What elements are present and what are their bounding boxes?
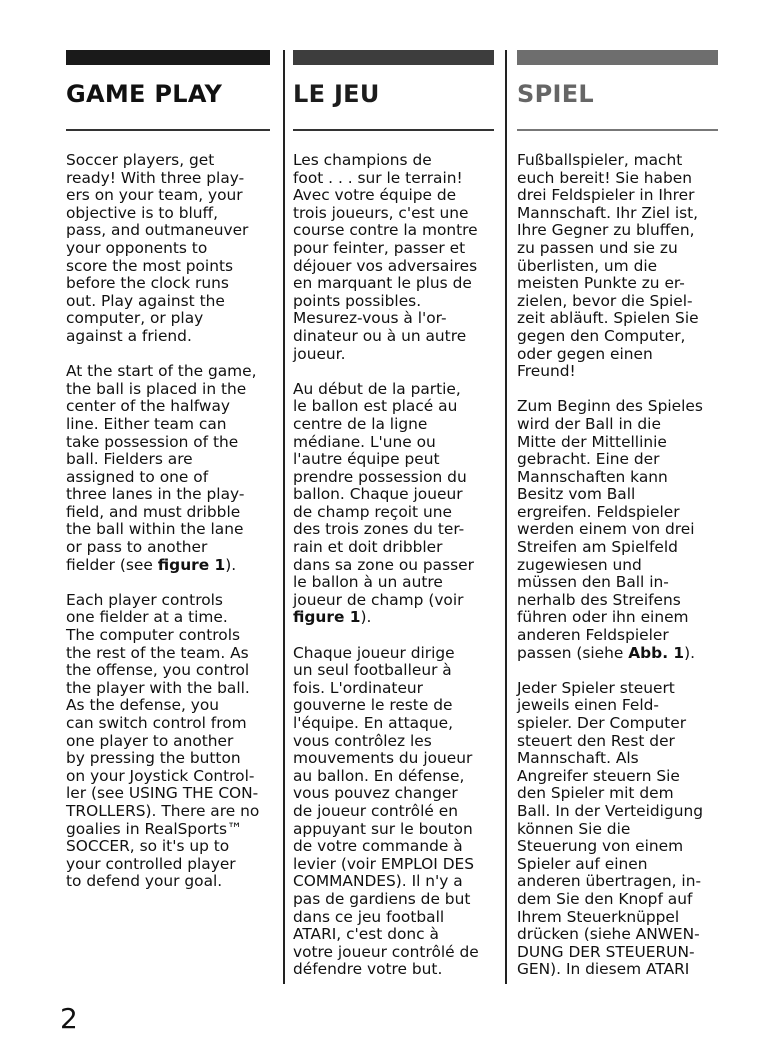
text-segment: anderen übertragen, in-	[517, 872, 702, 891]
text-line	[517, 697, 718, 715]
text-line	[293, 768, 494, 786]
text-line	[517, 856, 718, 874]
text-line	[293, 504, 494, 522]
text-segment: de joueur contrôlé en	[293, 801, 458, 820]
text-line	[517, 486, 718, 504]
text-line	[66, 469, 270, 487]
text-segment: As the defense, you	[66, 696, 220, 715]
text-line	[293, 398, 494, 416]
text-segment: werden einem von drei	[517, 520, 695, 539]
text-segment: Chaque joueur dirige	[293, 643, 455, 662]
text-line	[293, 170, 494, 188]
text-segment: jeweils einen Feld-	[517, 696, 659, 715]
text-line	[66, 416, 270, 434]
text-line	[66, 434, 270, 452]
text-line	[517, 627, 718, 645]
text-segment: wird der Ball in die	[517, 414, 661, 433]
column-divider-right	[505, 50, 507, 984]
text-line	[517, 504, 718, 522]
text-line	[517, 469, 718, 487]
text-segment: Les champions de	[293, 151, 432, 169]
text-line	[517, 557, 718, 575]
text-line	[293, 909, 494, 927]
text-segment: line. Either team can	[66, 414, 227, 433]
text-segment: or pass to another	[66, 538, 208, 557]
text-line	[293, 539, 494, 557]
text-line	[517, 768, 718, 786]
text-line	[66, 838, 270, 856]
text-segment: Ihre Gegner zu bluffen,	[517, 221, 695, 240]
text-line	[517, 733, 718, 751]
text-segment: défendre votre but.	[293, 960, 443, 979]
text-line	[66, 697, 270, 715]
text-line	[293, 451, 494, 469]
text-line	[517, 205, 718, 223]
text-line	[66, 222, 270, 240]
text-line	[293, 416, 494, 434]
text-segment: l'autre équipe peut	[293, 450, 440, 469]
column-heading: SPIEL	[517, 80, 594, 108]
text-segment: Angreifer steuern Sie	[517, 766, 680, 785]
page-number: 2	[60, 1002, 78, 1035]
text-segment: dans sa zone ou passer	[293, 555, 474, 574]
text-line	[517, 873, 718, 891]
text-line	[293, 821, 494, 839]
text-segment: COMMANDES). Il n'y a	[293, 872, 463, 891]
text-segment: centre de la ligne	[293, 414, 428, 433]
heading-rule	[293, 129, 494, 131]
text-segment: field, and must dribble	[66, 502, 241, 521]
text-segment: Mannschaften kann	[517, 467, 668, 486]
text-segment: your controlled player	[66, 854, 236, 873]
text-segment: en marquant le plus de	[293, 274, 472, 293]
paragraph	[517, 152, 718, 381]
text-line	[517, 803, 718, 821]
text-line	[66, 187, 270, 205]
text-line	[517, 592, 718, 610]
text-segment: Spieler auf einen	[517, 854, 648, 873]
text-line	[517, 222, 718, 240]
text-segment: dinateur ou à un autre	[293, 326, 467, 345]
text-line	[293, 328, 494, 346]
text-line	[66, 662, 270, 680]
text-segment: des trois zones du ter-	[293, 520, 465, 539]
text-segment: the player with the ball.	[66, 678, 250, 697]
text-line	[293, 310, 494, 328]
text-segment: zielen, bevor die Spiel-	[517, 291, 693, 310]
text-line	[517, 240, 718, 258]
text-segment: de votre commande à	[293, 837, 463, 856]
text-segment: ler (see USING THE CON-	[66, 784, 259, 803]
text-segment: one fielder at a time.	[66, 608, 228, 627]
text-line	[517, 451, 718, 469]
text-line	[517, 821, 718, 839]
text-segment: nerhalb des Streifens	[517, 590, 681, 609]
column-french	[293, 50, 494, 997]
text-segment: ).	[684, 643, 696, 662]
paragraph	[517, 398, 718, 662]
text-segment: objective is to bluff,	[66, 203, 218, 222]
column-german	[517, 50, 718, 997]
text-segment: take possession of the	[66, 432, 239, 451]
text-segment: überlisten, um die	[517, 256, 658, 275]
text-line	[293, 750, 494, 768]
text-line	[293, 152, 494, 170]
text-segment: l'équipe. En attaque,	[293, 714, 453, 732]
text-line	[293, 275, 494, 293]
text-line	[66, 627, 270, 645]
text-segment: euch bereit! Sie haben	[517, 168, 692, 187]
text-segment: to defend your goal.	[66, 872, 223, 891]
text-segment: mouvements du joueur	[293, 749, 473, 768]
paragraph	[517, 680, 718, 979]
text-line	[517, 521, 718, 539]
text-segment: SOCCER, so it's up to	[66, 837, 230, 856]
text-segment: At the start of the game,	[66, 362, 257, 381]
text-segment: Zum Beginn des Spieles	[517, 397, 703, 416]
text-line	[66, 504, 270, 522]
text-line	[517, 258, 718, 276]
paragraph	[66, 152, 270, 346]
text-segment: den Spieler mit dem	[517, 784, 674, 803]
text-segment: ergreifen. Feldspieler	[517, 502, 680, 521]
text-line	[293, 557, 494, 575]
text-line	[293, 697, 494, 715]
text-segment: points possibles.	[293, 291, 422, 310]
text-line	[66, 521, 270, 539]
text-segment: joueur.	[293, 344, 346, 363]
text-line	[517, 416, 718, 434]
text-segment: gegen den Computer,	[517, 326, 686, 345]
text-line	[66, 486, 270, 504]
text-line	[66, 398, 270, 416]
text-segment: ATARI, c'est donc à	[293, 925, 439, 944]
text-line	[66, 152, 270, 170]
text-line	[293, 434, 494, 452]
text-segment: prendre possession du	[293, 467, 467, 486]
text-line	[293, 733, 494, 751]
text-segment: pour feinter, passer et	[293, 238, 466, 257]
column-body	[293, 152, 494, 979]
heading-rule	[517, 129, 718, 131]
text-line	[66, 310, 270, 328]
text-line	[517, 398, 718, 416]
text-segment: spieler. Der Computer	[517, 714, 687, 732]
text-segment: Mannschaft. Ihr Ziel ist,	[517, 203, 699, 222]
text-segment: zeit abläuft. Spielen Sie	[517, 309, 699, 328]
text-line	[66, 363, 270, 381]
text-line	[517, 275, 718, 293]
text-line	[66, 539, 270, 557]
text-segment: au ballon. En défense,	[293, 766, 465, 785]
text-line	[293, 240, 494, 258]
text-segment: ready! With three play-	[66, 168, 245, 187]
text-segment: vous pouvez changer	[293, 784, 458, 803]
text-line	[293, 293, 494, 311]
text-line	[293, 469, 494, 487]
text-line	[293, 944, 494, 962]
text-segment: out. Play against the	[66, 291, 225, 310]
text-line	[517, 293, 718, 311]
text-segment: rain et doit dribbler	[293, 538, 443, 557]
text-segment: führen oder ihn einem	[517, 608, 689, 627]
text-segment: steuert den Rest der	[517, 731, 675, 750]
text-line	[293, 891, 494, 909]
text-line	[293, 873, 494, 891]
paragraph	[293, 645, 494, 979]
text-line	[66, 733, 270, 751]
text-line	[66, 240, 270, 258]
text-segment: score the most points	[66, 256, 234, 275]
text-segment: drücken (siehe ANWEN-	[517, 925, 700, 944]
text-line	[293, 662, 494, 680]
text-line	[293, 856, 494, 874]
text-segment: médiane. L'une ou	[293, 432, 436, 451]
text-segment: le ballon à un autre	[293, 573, 443, 592]
text-segment: before the clock runs	[66, 274, 229, 293]
text-segment: passen (siehe	[517, 643, 629, 662]
heading-bar	[517, 50, 718, 65]
text-line	[517, 434, 718, 452]
text-line	[66, 768, 270, 786]
text-segment: course contre la montre	[293, 221, 478, 240]
text-line	[66, 275, 270, 293]
text-segment: dans ce jeu football	[293, 907, 445, 926]
text-segment: foot . . . sur le terrain!	[293, 168, 463, 187]
text-line	[517, 574, 718, 592]
paragraph	[293, 152, 494, 363]
text-segment: Soccer players, get	[66, 151, 215, 169]
text-line	[517, 891, 718, 909]
text-line	[517, 645, 718, 663]
text-line	[66, 873, 270, 891]
text-line	[517, 346, 718, 364]
text-segment: Mesurez-vous à l'or-	[293, 309, 447, 328]
text-line	[517, 838, 718, 856]
text-segment: ers on your team, your	[66, 186, 243, 205]
text-line	[66, 451, 270, 469]
text-segment: vous contrôlez les	[293, 731, 432, 750]
text-line	[293, 785, 494, 803]
text-segment: on your Joystick Control-	[66, 766, 255, 785]
text-segment: the ball is placed in the	[66, 379, 247, 398]
text-line	[293, 574, 494, 592]
figure-reference: figure 1	[293, 608, 361, 627]
text-segment: gebracht. Eine der	[517, 450, 660, 469]
text-segment: assigned to one of	[66, 467, 209, 486]
text-segment: de champ reçoit une	[293, 502, 452, 521]
text-line	[517, 170, 718, 188]
text-line	[517, 750, 718, 768]
text-line	[517, 680, 718, 698]
paragraph	[293, 381, 494, 627]
text-segment: Au début de la partie,	[293, 379, 461, 398]
text-line	[517, 785, 718, 803]
text-line	[293, 346, 494, 364]
text-line	[66, 609, 270, 627]
text-segment: Fußballspieler, macht	[517, 151, 683, 169]
text-line	[293, 926, 494, 944]
text-line	[293, 680, 494, 698]
text-line	[293, 486, 494, 504]
paragraph	[66, 363, 270, 574]
text-segment: the rest of the team. As	[66, 643, 249, 662]
text-segment: Besitz vom Ball	[517, 485, 636, 504]
text-segment: Each player controls	[66, 590, 223, 609]
column-heading: LE JEU	[293, 80, 380, 108]
text-line	[293, 645, 494, 663]
column-english	[66, 50, 270, 909]
text-segment: by pressing the button	[66, 749, 241, 768]
text-segment: fois. L'ordinateur	[293, 678, 424, 697]
text-line	[66, 258, 270, 276]
column-body	[517, 152, 718, 979]
text-segment: ).	[360, 608, 372, 627]
text-line	[66, 785, 270, 803]
text-line	[66, 821, 270, 839]
text-line	[66, 170, 270, 188]
text-segment: joueur de champ (voir	[293, 590, 464, 609]
text-segment: zugewiesen und	[517, 555, 642, 574]
text-segment: anderen Feldspieler	[517, 626, 669, 645]
text-segment: Steuerung von einem	[517, 837, 684, 856]
paragraph	[66, 592, 270, 891]
text-segment: dem Sie den Knopf auf	[517, 889, 693, 908]
text-segment: can switch control from	[66, 714, 247, 732]
figure-reference: figure 1	[157, 555, 226, 574]
text-segment: the ball within the lane	[66, 520, 244, 539]
text-segment: three lanes in the play-	[66, 485, 245, 504]
text-segment: ).	[225, 555, 237, 574]
text-segment: Ball. In der Verteidigung	[517, 801, 703, 820]
text-segment: pass, and outmaneuver	[66, 221, 249, 240]
text-line	[293, 838, 494, 856]
text-line	[66, 557, 270, 575]
text-segment: the offense, you control	[66, 661, 250, 680]
text-segment: zu passen und sie zu	[517, 238, 678, 257]
text-line	[293, 187, 494, 205]
text-segment: Mannschaft. Als	[517, 749, 639, 768]
text-segment: le ballon est placé au	[293, 397, 458, 416]
text-line	[293, 715, 494, 733]
text-segment: TROLLERS). There are no	[66, 801, 260, 820]
text-line	[517, 310, 718, 328]
text-line	[293, 258, 494, 276]
text-segment: your opponents to	[66, 238, 208, 257]
text-line	[66, 803, 270, 821]
text-segment: levier (voir EMPLOI DES	[293, 854, 475, 873]
text-segment: Ihrem Steuerknüppel	[517, 907, 680, 926]
text-line	[517, 363, 718, 381]
text-line	[66, 328, 270, 346]
text-line	[66, 645, 270, 663]
text-line	[293, 609, 494, 627]
text-segment: ball. Fielders are	[66, 450, 193, 469]
text-segment: un seul footballeur à	[293, 661, 452, 680]
text-line	[66, 715, 270, 733]
text-line	[517, 187, 718, 205]
column-divider-left	[283, 50, 285, 984]
text-segment: Freund!	[517, 362, 576, 381]
text-line	[66, 205, 270, 223]
text-segment: DUNG DER STEUERUN-	[517, 942, 695, 961]
text-line	[66, 680, 270, 698]
text-segment: drei Feldspieler in Ihrer	[517, 186, 695, 205]
heading-bar	[293, 50, 494, 65]
text-segment: Streifen am Spielfeld	[517, 538, 678, 557]
text-line	[293, 381, 494, 399]
text-segment: one player to another	[66, 731, 234, 750]
text-segment: goalies in RealSports™	[66, 819, 243, 838]
column-body	[66, 152, 270, 891]
text-line	[293, 521, 494, 539]
text-line	[66, 293, 270, 311]
text-line	[517, 961, 718, 979]
text-segment: pas de gardiens de but	[293, 889, 471, 908]
text-segment: appuyant sur le bouton	[293, 819, 473, 838]
text-segment: oder gegen einen	[517, 344, 653, 363]
text-segment: GEN). In diesem ATARI	[517, 960, 690, 979]
text-segment: müssen den Ball in-	[517, 573, 669, 592]
text-line	[293, 222, 494, 240]
text-line	[517, 944, 718, 962]
text-segment: votre joueur contrôlé de	[293, 942, 479, 961]
text-segment: trois joueurs, c'est une	[293, 203, 469, 222]
text-line	[517, 715, 718, 733]
text-segment: against a friend.	[66, 326, 192, 345]
figure-reference: Abb. 1	[628, 643, 685, 662]
text-segment: déjouer vos adversaires	[293, 256, 478, 275]
heading-bar	[66, 50, 270, 65]
text-line	[517, 609, 718, 627]
text-segment: Avec votre équipe de	[293, 186, 457, 205]
text-line	[517, 152, 718, 170]
text-segment: fielder (see	[66, 555, 158, 574]
text-segment: computer, or play	[66, 309, 204, 328]
text-line	[66, 750, 270, 768]
text-line	[517, 909, 718, 927]
text-line	[66, 856, 270, 874]
text-segment: Mitte der Mittellinie	[517, 432, 667, 451]
text-line	[517, 328, 718, 346]
text-segment: ballon. Chaque joueur	[293, 485, 463, 504]
heading-rule	[66, 129, 270, 131]
text-segment: Jeder Spieler steuert	[517, 678, 675, 697]
text-line	[293, 961, 494, 979]
text-segment: gouverne le reste de	[293, 696, 453, 715]
text-segment: können Sie die	[517, 819, 631, 838]
text-segment: The computer controls	[66, 626, 241, 645]
text-line	[66, 592, 270, 610]
text-line	[293, 803, 494, 821]
text-segment: meisten Punkte zu er-	[517, 274, 685, 293]
column-heading: GAME PLAY	[66, 80, 223, 108]
text-line	[517, 539, 718, 557]
text-line	[293, 592, 494, 610]
text-line	[517, 926, 718, 944]
text-segment: center of the halfway	[66, 397, 231, 416]
text-line	[66, 381, 270, 399]
text-line	[293, 205, 494, 223]
